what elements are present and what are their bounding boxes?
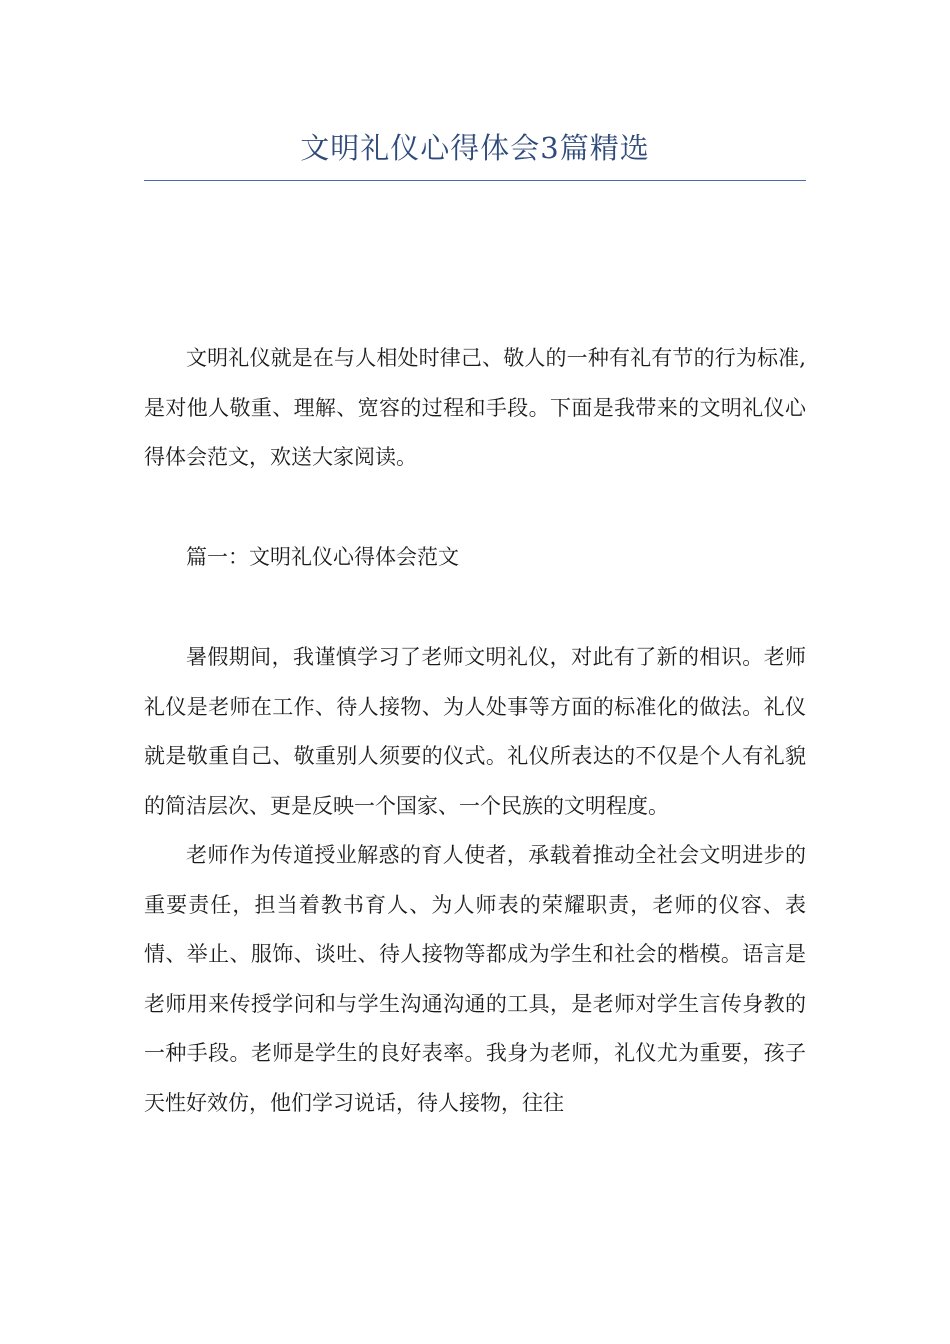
main-text-block (144, 633, 806, 1128)
intro-paragraph: 文明礼仪就是在与人相处时律己、敬人的一种有礼有节的行为标准,是对他人敬重、理解、宽容的过程和手段。下面是我带来的文明礼仪心得体会范文，欢送大家阅读。 (144, 346, 806, 469)
section-heading: 篇一：文明礼仪心得体会范文 (186, 545, 459, 569)
title-underline (144, 180, 806, 181)
body-paragraph-2: 老师作为传道授业解惑的育人使者，承载着推动全社会文明进步的重要责任，担当着教书育人、为人师表的荣耀职责，老师的仪容、表情、举止、服饰、谈吐、待人接物等都成为学生和社会的楷模。语言是老师用来传授学问和与学生沟通沟通的工具，是老师对学生言传身教的一种手段。老师是学生的良好表率。我身为老师，礼仪尤为重要，孩子天性好效仿，他们学习说话，待人接物，往往 (144, 843, 806, 1115)
section-heading-block (144, 533, 806, 583)
intro-block (144, 334, 806, 483)
page-title: 文明礼仪心得体会3篇精选 (300, 131, 650, 165)
body-paragraph-1: 暑假期间，我谨慎学习了老师文明礼仪，对此有了新的相识。老师礼仪是老师在工作、待人接物、为人处事等方面的标准化的做法。礼仪就是敬重自己、敬重别人须要的仪式。礼仪所表达的不仅是个人有礼貌的简洁层次、更是反映一个国家、一个民族的文明程度。 (144, 645, 806, 818)
